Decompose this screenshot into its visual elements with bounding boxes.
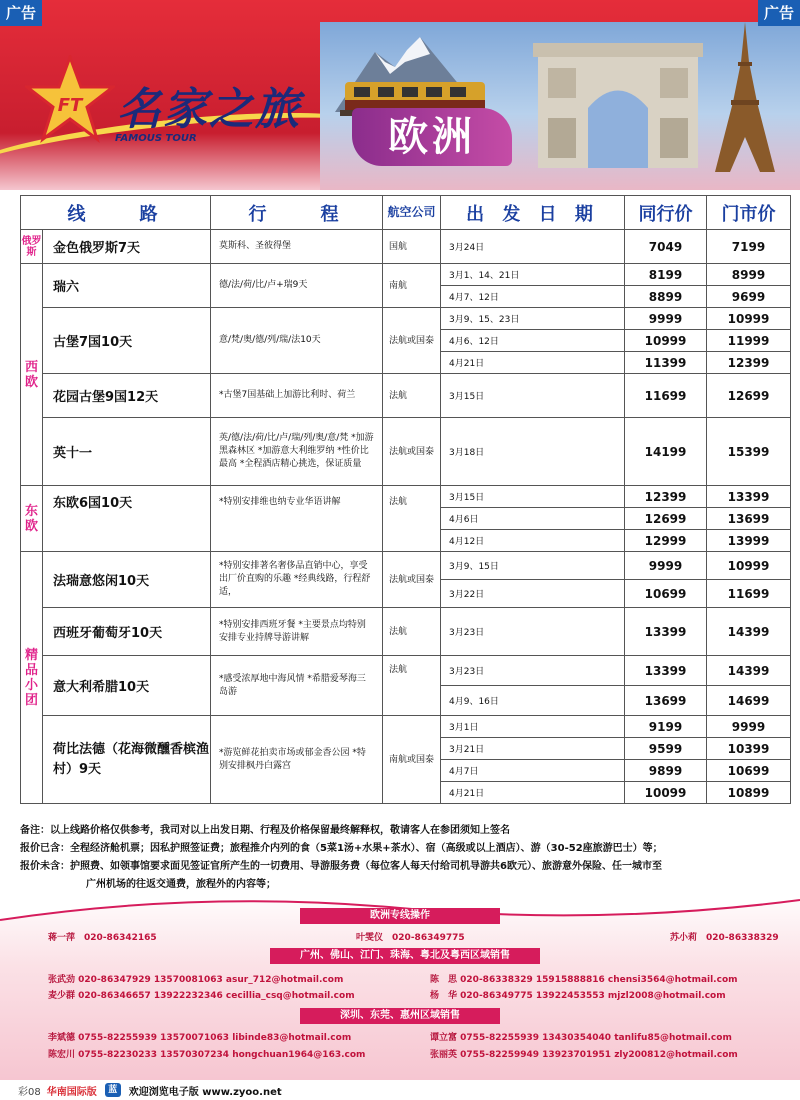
- departure-date: 4月21日: [441, 782, 625, 804]
- header-peer-price: 同行价: [625, 196, 707, 230]
- route-airline: 法航或国泰: [383, 308, 441, 374]
- page-footer: [0, 1080, 800, 1100]
- ad-label-left: 广告: [0, 0, 42, 26]
- header-retail-price: 门市价: [707, 196, 791, 230]
- ad-label-right: 广告: [758, 0, 800, 26]
- route-itinerary: *特别安排著名奢侈品直销中心，享受出厂价直购的乐趣 *经典线路，行程舒适，: [211, 552, 383, 608]
- route-name: 古堡7国10天: [43, 308, 211, 374]
- route-name: 金色俄罗斯7天: [43, 230, 211, 264]
- peer-price: 11699: [625, 374, 707, 418]
- contact-phone: 020-86349775: [392, 933, 465, 943]
- ops-contact: [356, 930, 465, 943]
- route-airline: 国航: [383, 230, 441, 264]
- peer-price: 9599: [625, 738, 707, 760]
- route-airline: 南航或国泰: [383, 716, 441, 804]
- header-airline: 航空公司: [383, 196, 441, 230]
- note-included: 报价已含：全程经济舱机票；因私护照签证费；旅程推介内列的食（5菜1汤+水果+茶水）、宿（高级或以上酒店）、游（30-52座旅游巴士）等；: [20, 843, 663, 854]
- notes: [20, 822, 790, 894]
- route-airline: 法航: [383, 486, 441, 552]
- retail-price: 8999: [707, 264, 791, 286]
- departure-date: 3月22日: [441, 580, 625, 608]
- brand-logo: [25, 55, 325, 165]
- departure-date: 4月7日: [441, 760, 625, 782]
- contacts-section: [0, 890, 800, 1080]
- route-name: 英十一: [43, 418, 211, 486]
- retail-price: 7199: [707, 230, 791, 264]
- contact-info: 020-86347929 13570081063 asur_712@hotmail.com: [78, 975, 344, 985]
- note-remark: 备注：以上线路价格仅供参考，我司对以上出发日期、行程及价格保留最终解释权，敬请客人在参团须知上签名: [20, 825, 510, 836]
- contact-name: 叶雯仪: [356, 933, 384, 943]
- note-excluded: 报价未含：护照费、如领事馆要求面见签证官所产生的一切费用、导游服务费（每位客人每天付给司机导游共6欧元）、旅游意外保险、任一城市至: [20, 861, 662, 872]
- peer-price: 8899: [625, 286, 707, 308]
- retail-price: 14399: [707, 608, 791, 656]
- retail-price: 13399: [707, 486, 791, 508]
- tour-price-table: [20, 195, 790, 804]
- peer-price: 10999: [625, 330, 707, 352]
- header-route: 线 路: [21, 196, 211, 230]
- sales-contact: [48, 972, 343, 985]
- contact-phone: 020-86338329: [706, 933, 779, 943]
- contact-info: 020-86349775 13922453553 mjzl2008@hotmail.com: [460, 991, 726, 1001]
- retail-price: 10399: [707, 738, 791, 760]
- ops-title: 欧洲专线操作: [300, 908, 500, 924]
- header-dates: 出 发 日 期: [441, 196, 625, 230]
- departure-date: 4月6、12日: [441, 330, 625, 352]
- peer-price: 12699: [625, 508, 707, 530]
- header-itinerary: 行 程: [211, 196, 383, 230]
- departure-date: 3月1、14、21日: [441, 264, 625, 286]
- route-name: 瑞六: [43, 264, 211, 308]
- sales-contact: [48, 1047, 365, 1060]
- departure-date: 3月18日: [441, 418, 625, 486]
- sales-contact: [48, 1030, 351, 1043]
- departure-date: 4月21日: [441, 352, 625, 374]
- departure-date: 3月21日: [441, 738, 625, 760]
- contact-name: 李斌德: [48, 1033, 76, 1043]
- contact-info: 0755-82230233 13570307234 hongchuan1964@163.com: [78, 1050, 366, 1060]
- category-east-europe: 东欧: [21, 486, 43, 552]
- peer-price: 10099: [625, 782, 707, 804]
- route-itinerary: *古堡7国基础上加游比利时、荷兰: [211, 374, 383, 418]
- departure-date: 3月15日: [441, 374, 625, 418]
- route-itinerary: 意/梵/奥/德/列/瑞/法10天: [211, 308, 383, 374]
- departure-date: 4月6日: [441, 508, 625, 530]
- category-russia: 俄罗斯: [21, 230, 43, 264]
- retail-price: 13999: [707, 530, 791, 552]
- ops-contact: [48, 930, 157, 943]
- route-itinerary: *特别安排维也纳专业华语讲解: [211, 486, 383, 552]
- departure-date: 3月1日: [441, 716, 625, 738]
- route-name: 意大利希腊10天: [43, 656, 211, 716]
- departure-date: 3月9、15日: [441, 552, 625, 580]
- departure-date: 4月7、12日: [441, 286, 625, 308]
- region-title: 欧洲: [352, 108, 512, 166]
- sales-contact: [430, 988, 726, 1001]
- route-airline: 南航: [383, 264, 441, 308]
- route-itinerary: *特别安排西班牙餐 *主要景点均特别安排专业持牌导游讲解: [211, 608, 383, 656]
- arc-de-triomphe-image: [528, 38, 708, 168]
- retail-price: 10999: [707, 308, 791, 330]
- page-number: 彩08: [18, 1086, 41, 1098]
- edition-badge: 蓝: [105, 1083, 121, 1097]
- route-airline: 法航: [383, 374, 441, 418]
- peer-price: 14199: [625, 418, 707, 486]
- peer-price: 10699: [625, 580, 707, 608]
- contact-name: 张武劲: [48, 975, 76, 985]
- gz-sales-title: 广州、佛山、江门、珠海、粤北及粤西区域销售: [270, 948, 540, 964]
- contact-phone: 020-86342165: [84, 933, 157, 943]
- contact-name: 张丽英: [430, 1050, 458, 1060]
- contact-name: 苏小莉: [670, 933, 698, 943]
- edition-name: 华南国际版: [46, 1086, 97, 1098]
- route-itinerary: *感受浓厚地中海风情 *希腊爱琴海三岛游: [211, 656, 383, 716]
- contact-name: 陈 思: [430, 975, 458, 985]
- route-name: 东欧6国10天: [43, 486, 211, 552]
- sales-contact: [430, 972, 738, 985]
- departure-date: 4月12日: [441, 530, 625, 552]
- peer-price: 12999: [625, 530, 707, 552]
- retail-price: 12699: [707, 374, 791, 418]
- peer-price: 12399: [625, 486, 707, 508]
- contact-name: 麦少群: [48, 991, 76, 1001]
- peer-price: 8199: [625, 264, 707, 286]
- ops-contact: [670, 930, 779, 943]
- departure-date: 3月24日: [441, 230, 625, 264]
- sz-sales-title: 深圳、东莞、惠州区域销售: [300, 1008, 500, 1024]
- departure-date: 3月23日: [441, 608, 625, 656]
- peer-price: 9999: [625, 552, 707, 580]
- retail-price: 9699: [707, 286, 791, 308]
- retail-price: 12399: [707, 352, 791, 374]
- departure-date: 3月23日: [441, 656, 625, 686]
- departure-date: 3月9、15、23日: [441, 308, 625, 330]
- peer-price: 9199: [625, 716, 707, 738]
- retail-price: 13699: [707, 508, 791, 530]
- peer-price: 13699: [625, 686, 707, 716]
- contact-info: 020-86338329 15915888816 chensi3564@hotmail.com: [460, 975, 738, 985]
- star-icon: [25, 55, 115, 145]
- peer-price: 7049: [625, 230, 707, 264]
- contact-name: 杨 华: [430, 991, 458, 1001]
- peer-price: 9999: [625, 308, 707, 330]
- brand-name: 名家之旅: [117, 84, 301, 135]
- departure-date: 4月9、16日: [441, 686, 625, 716]
- peer-price: 9899: [625, 760, 707, 782]
- category-premium: 精品小团: [21, 552, 43, 804]
- route-itinerary: 英/德/法/荷/比/卢/瑞/列/奥/意/梵 *加游黑森林区 *加游意大利维罗纳 *性价比最高 *全程酒店精心挑选，保证质量: [211, 418, 383, 486]
- route-name: 西班牙葡萄牙10天: [43, 608, 211, 656]
- peer-price: 13399: [625, 656, 707, 686]
- contact-info: 0755-82255939 13430354040 tanlifu85@hotmail.com: [460, 1033, 732, 1043]
- contact-name: 陈宏川: [48, 1050, 76, 1060]
- route-airline: 法航: [383, 608, 441, 656]
- contact-name: 蒋一萍: [48, 933, 76, 943]
- route-name: 法瑞意悠闲10天: [43, 552, 211, 608]
- route-name: 荷比法德（花海微醺香槟渔村）9天: [43, 716, 211, 804]
- route-itinerary: *游览鲜花拍卖市场或郁金香公园 *特别安排枫丹白露宫: [211, 716, 383, 804]
- retail-price: 10999: [707, 552, 791, 580]
- retail-price: 15399: [707, 418, 791, 486]
- contact-info: 0755-82255939 13570071063 libinde83@hotmail.com: [78, 1033, 352, 1043]
- peer-price: 11399: [625, 352, 707, 374]
- contact-info: 0755-82259949 13923701951 zly200812@hotmail.com: [460, 1050, 738, 1060]
- eiffel-tower-image: [705, 22, 785, 172]
- star-logo-text: FT: [57, 95, 83, 116]
- route-itinerary: 德/法/荷/比/卢+瑞9天: [211, 264, 383, 308]
- route-name: 花园古堡9国12天: [43, 374, 211, 418]
- sales-contact: [430, 1047, 738, 1060]
- retail-price: 14699: [707, 686, 791, 716]
- retail-price: 14399: [707, 656, 791, 686]
- note-excluded-cont: 广州机场的往返交通费，旅程外的内容等；: [86, 879, 276, 890]
- route-airline: 法航或国泰: [383, 418, 441, 486]
- route-airline: 法航或国泰: [383, 552, 441, 608]
- route-itinerary: 莫斯科、圣彼得堡: [211, 230, 383, 264]
- peer-price: 13399: [625, 608, 707, 656]
- sales-contact: [430, 1030, 732, 1043]
- retail-price: 9999: [707, 716, 791, 738]
- retail-price: 10899: [707, 782, 791, 804]
- retail-price: 10699: [707, 760, 791, 782]
- website-link[interactable]: 欢迎浏览电子版 www.zyoo.net: [128, 1086, 282, 1098]
- sales-contact: [48, 988, 355, 1001]
- category-west-europe: 西欧: [21, 264, 43, 486]
- brand-name-en: FAMOUS TOUR: [115, 133, 197, 144]
- contact-name: 谭立富: [430, 1033, 458, 1043]
- departure-date: 3月15日: [441, 486, 625, 508]
- retail-price: 11999: [707, 330, 791, 352]
- contact-info: 020-86346657 13922232346 cecillia_csq@hotmail.com: [78, 991, 355, 1001]
- route-airline: 法航: [383, 656, 441, 716]
- retail-price: 11699: [707, 580, 791, 608]
